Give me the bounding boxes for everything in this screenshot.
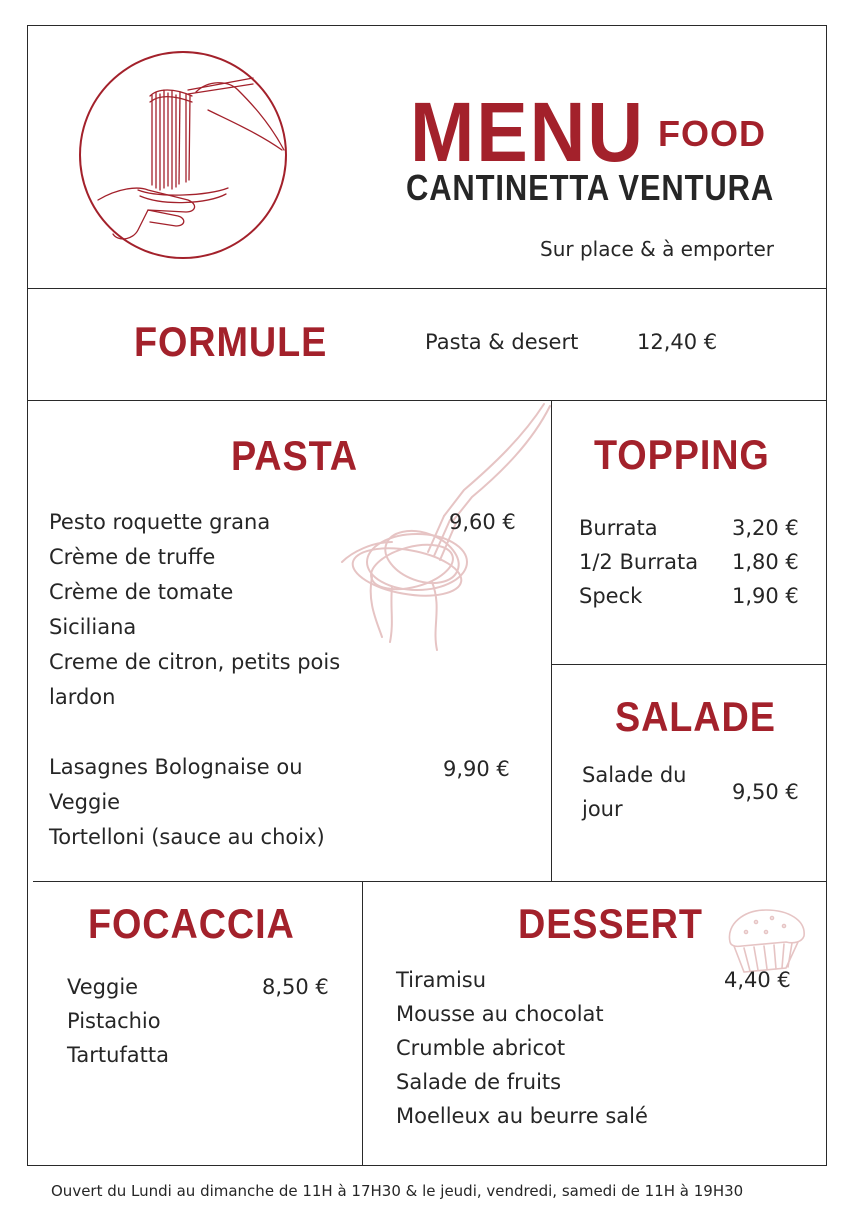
topping-item-name: Burrata [579,516,658,540]
topping-item-name: Speck [579,584,643,608]
salade-item: jour [582,797,623,821]
focaccia-item: Pistachio [67,1009,161,1033]
fork-spaghetti-illustration [332,402,552,652]
divider-formule [27,400,827,401]
formule-title: FORMULE [134,318,328,365]
pasta-item: Crème de truffe [49,545,216,569]
pasta-title: PASTA [231,432,359,479]
formule-item: Pasta & desert [425,330,579,354]
dessert-item: Salade de fruits [396,1070,562,1094]
pasta-item: Pesto roquette grana [49,510,271,534]
topping-item-price: 1,80 € [732,550,799,574]
dessert-title: DESSERT [518,900,703,947]
service-info: Sur place & à emporter [540,237,774,261]
topping-item-name: 1/2 Burrata [579,550,699,574]
menu-title: MENU [410,85,645,179]
dessert-item: Tiramisu [396,968,487,992]
pasta-item: lardon [49,685,116,709]
pasta-item: Veggie [49,790,121,814]
focaccia-item: Tartufatta [67,1043,169,1067]
pasta-item: Creme de citron, petits pois [49,650,341,674]
focaccia-price: 8,50 € [262,975,329,999]
muffin-illustration [722,906,812,976]
dessert-item: Crumble abricot [396,1036,566,1060]
topping-item-price: 3,20 € [732,516,799,540]
topping-item-price: 1,90 € [732,584,799,608]
dessert-item: Moelleux au beurre salé [396,1104,648,1128]
pasta-item: Tortelloni (sauce au choix) [49,825,325,849]
divider-header [27,288,827,289]
formule-price: 12,40 € [637,330,718,354]
pasta-item: Crème de tomate [49,580,234,604]
focaccia-item: Veggie [67,975,139,999]
salade-title: SALADE [615,693,776,740]
opening-hours: Ouvert du Lundi au dimanche de 11H à 17H30 & le jeudi, vendredi, samedi de 11H à 19H30 [51,1182,744,1200]
food-label: FOOD [658,113,766,154]
salade-item: Salade du [582,763,687,787]
pasta-item: Lasagnes Bolognaise ou [49,755,303,779]
pasta-price-1: 9,60 € [449,510,516,534]
pasta-item: Siciliana [49,615,137,639]
pasta-plate-illustration [78,50,288,260]
pasta-price-2: 9,90 € [443,757,510,781]
dessert-price: 4,40 € [724,968,791,992]
salade-price: 9,50 € [732,780,799,804]
divider-focaccia-dessert [362,881,363,1166]
topping-title: TOPPING [594,431,770,478]
divider-topping-salade [551,664,827,665]
focaccia-title: FOCACCIA [88,900,295,947]
restaurant-name: CANTINETTA VENTURA [406,167,775,208]
divider-bottom-sections [33,881,827,882]
dessert-item: Mousse au chocolat [396,1002,604,1026]
